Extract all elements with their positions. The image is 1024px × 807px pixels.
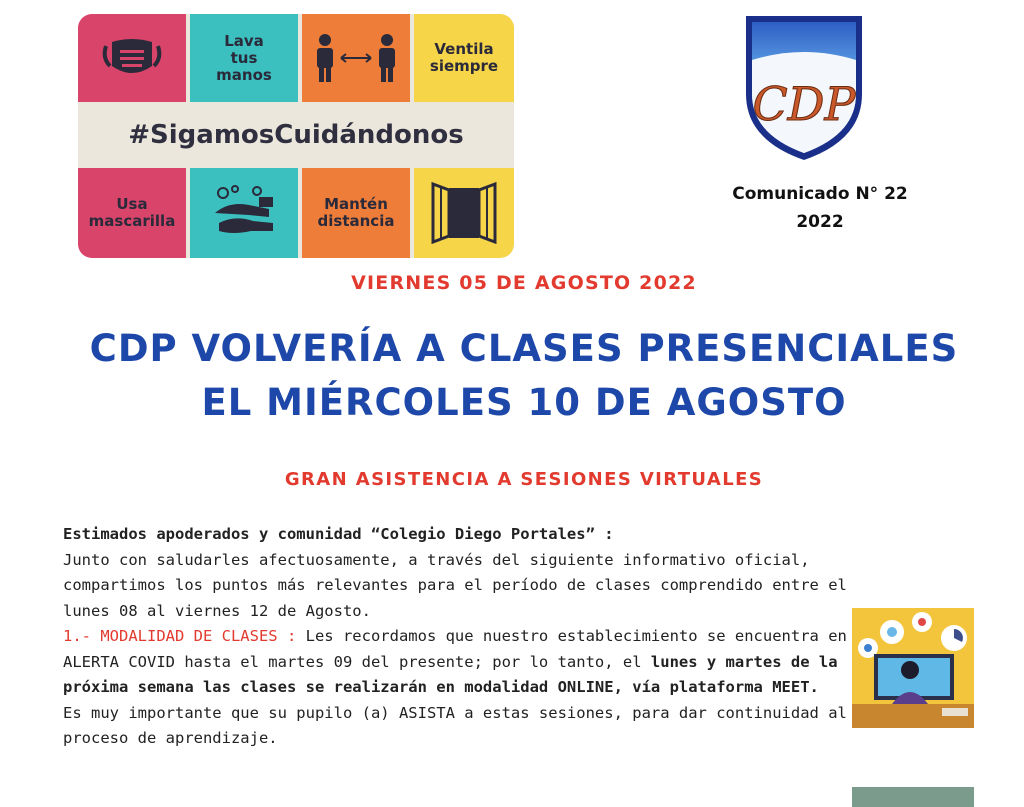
section-1-text: Les recordamos que nuestro establecimiento se encuentra en ALERTA COVID hasta el martes 09 del presente; por lo tanto, el [63, 627, 847, 671]
classroom-photo [852, 787, 974, 807]
mask-icon [100, 36, 164, 80]
intro-paragraph: Junto con saludarles afectuosamente, a través del siguiente informativo oficial, compartimos los puntos más relevantes para el período de clases comprendido entre el lunes 08 al viernes 12 de Agosto. [63, 550, 847, 620]
greeting: Estimados apoderados y comunidad “Colegio Diego Portales” : [63, 525, 614, 543]
banner-tile-window [414, 168, 514, 258]
online-class-illustration [852, 608, 974, 728]
banner-tile-distance [302, 14, 410, 102]
banner-tile-wash-hands: Lava tus manos [190, 14, 298, 102]
crest-initials: CDP [752, 77, 856, 131]
hand-wash-icon [209, 183, 279, 243]
banner-hashtag: #SigamosCuidándonos [128, 120, 464, 150]
headline-line-1: CDP VOLVERÍA A CLASES PRESENCIALES [89, 327, 959, 370]
comunicado-block [720, 180, 920, 236]
open-window-icon [429, 182, 499, 244]
banner-tile-handwash [190, 168, 298, 258]
subheadline: GRAN ASISTENCIA A SESIONES VIRTUALES [284, 469, 764, 490]
comunicado-year: 2022 [796, 212, 844, 232]
headline-line-2: EL MIÉRCOLES 10 DE AGOSTO [201, 381, 847, 424]
headline [0, 322, 1024, 430]
section-1-title: 1.- MODALIDAD DE CLASES : [63, 627, 297, 645]
comunicado-number: Comunicado N° 22 [732, 184, 908, 204]
banner-tile-ventilate: Ventila siempre [414, 14, 514, 102]
covid-care-banner [78, 14, 514, 258]
school-crest-icon [744, 14, 864, 162]
distance-people-icon [313, 33, 399, 83]
section-1-note: Es muy importante que su pupilo (a) ASISTA a estas sesiones, para dar continuidad al proceso de aprendizaje. [63, 703, 847, 747]
banner-tile-use-mask: Usa mascarilla [78, 168, 186, 258]
publication-date: VIERNES 05 DE AGOSTO 2022 [351, 272, 697, 294]
section-1-paragraph [63, 624, 853, 701]
banner-tile-mask [78, 14, 186, 102]
banner-tile-keep-distance: Mantén distancia [302, 168, 410, 258]
article-body [63, 522, 853, 752]
section-1-bold: lunes y martes de la próxima semana las clases se realizarán en modalidad ONLINE, vía plataforma MEET. [63, 652, 838, 696]
